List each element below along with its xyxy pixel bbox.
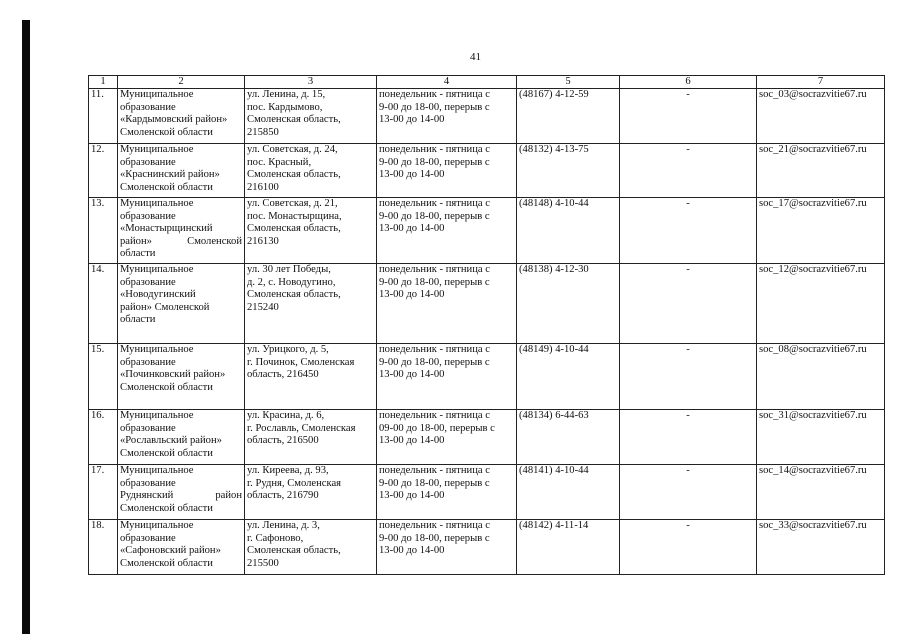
column-header: 5: [517, 76, 620, 89]
hours-line: понедельник - пятница с: [379, 344, 490, 355]
organization-line: образование: [120, 156, 176, 168]
email-cell: soc_21@socrazvitie67.ru: [757, 144, 885, 198]
address-line: Смоленская область,: [247, 223, 341, 235]
row-number: 17.: [89, 465, 118, 520]
registry-table: [88, 75, 885, 575]
email-cell: soc_14@socrazvitie67.ru: [757, 465, 885, 520]
table-row: [89, 264, 885, 344]
hours-line: 13-00 до 14-00: [379, 369, 445, 381]
address-line: 215240: [247, 301, 279, 313]
table-row: [89, 89, 885, 144]
table-row: [89, 520, 885, 575]
address-line: пос. Кардымово,: [247, 101, 323, 113]
column-header: 3: [245, 76, 377, 89]
column-header: 7: [757, 76, 885, 89]
organization-line: Смоленской области: [120, 447, 213, 459]
organization-line: Смоленской области: [120, 502, 213, 514]
organization-line: Муниципальное: [120, 264, 194, 275]
address-line: область, 216450: [247, 369, 319, 381]
table-row: [89, 465, 885, 520]
organization-word: район»: [120, 235, 152, 247]
organization-cell: [118, 520, 245, 575]
empty-dash-cell: -: [620, 410, 757, 465]
organization-line: образование: [120, 422, 176, 434]
organization-line: Муниципальное: [120, 465, 194, 476]
column-header: 4: [377, 76, 517, 89]
hours-line: 13-00 до 14-00: [379, 289, 445, 301]
hours-line: 13-00 до 14-00: [379, 545, 445, 557]
hours-cell: [377, 344, 517, 410]
hours-line: 9-00 до 18-00, перерыв с: [379, 210, 490, 222]
organization-word: район: [215, 490, 242, 502]
organization-line: Смоленской области: [120, 557, 213, 569]
hours-cell: [377, 89, 517, 144]
empty-dash-cell: -: [620, 264, 757, 344]
organization-line: образование: [120, 101, 176, 113]
empty-dash-cell: -: [620, 344, 757, 410]
organization-line: Муниципальное: [120, 198, 194, 209]
address-cell: [245, 89, 377, 144]
row-number: 18.: [89, 520, 118, 575]
row-number: 14.: [89, 264, 118, 344]
organization-line: район» Смоленской: [120, 301, 210, 313]
empty-dash-cell: -: [620, 144, 757, 198]
organization-line: области: [120, 314, 156, 326]
organization-cell: [118, 264, 245, 344]
hours-line: 9-00 до 18-00, перерыв с: [379, 101, 490, 113]
hours-line: понедельник - пятница с: [379, 198, 490, 209]
hours-line: 9-00 до 18-00, перерыв с: [379, 477, 490, 489]
organization-justified-line: [120, 490, 242, 503]
organization-line: образование: [120, 477, 176, 489]
phone-cell: (48167) 4-12-59: [517, 89, 620, 144]
organization-cell: [118, 465, 245, 520]
address-line: 216130: [247, 235, 279, 247]
email-cell: soc_31@socrazvitie67.ru: [757, 410, 885, 465]
hours-cell: [377, 410, 517, 465]
address-cell: [245, 410, 377, 465]
organization-word: Руднянский: [120, 490, 174, 502]
row-number: 12.: [89, 144, 118, 198]
address-line: Смоленская область,: [247, 289, 341, 301]
address-line: Смоленская область,: [247, 114, 341, 126]
organization-line: образование: [120, 532, 176, 544]
address-line: ул. Ленина, д. 15,: [247, 89, 326, 100]
row-number: 13.: [89, 198, 118, 264]
row-number: 16.: [89, 410, 118, 465]
hours-line: 9-00 до 18-00, перерыв с: [379, 276, 490, 288]
address-cell: [245, 344, 377, 410]
organization-line: «Сафоновский район»: [120, 545, 221, 557]
address-line: ул. Советская, д. 24,: [247, 144, 338, 155]
hours-cell: [377, 144, 517, 198]
hours-line: понедельник - пятница с: [379, 89, 490, 100]
hours-cell: [377, 264, 517, 344]
address-line: Смоленская область,: [247, 545, 341, 557]
phone-cell: (48142) 4-11-14: [517, 520, 620, 575]
hours-line: 13-00 до 14-00: [379, 169, 445, 181]
organization-line: Смоленской области: [120, 381, 213, 393]
scan-edge-bar: [22, 20, 30, 634]
address-cell: [245, 465, 377, 520]
organization-line: области: [120, 248, 156, 260]
organization-cell: [118, 198, 245, 264]
hours-line: 9-00 до 18-00, перерыв с: [379, 356, 490, 368]
email-cell: soc_08@socrazvitie67.ru: [757, 344, 885, 410]
row-number: 11.: [89, 89, 118, 144]
organization-line: Муниципальное: [120, 344, 194, 355]
address-line: ул. 30 лет Победы,: [247, 264, 331, 275]
address-line: 215500: [247, 557, 279, 569]
address-line: г. Рудня, Смоленская: [247, 477, 342, 489]
row-number: 15.: [89, 344, 118, 410]
phone-cell: (48148) 4-10-44: [517, 198, 620, 264]
address-line: ул. Красина, д. 6,: [247, 410, 325, 421]
email-cell: soc_17@socrazvitie67.ru: [757, 198, 885, 264]
column-header: 6: [620, 76, 757, 89]
hours-line: понедельник - пятница с: [379, 520, 490, 531]
organization-line: образование: [120, 276, 176, 288]
hours-line: 9-00 до 18-00, перерыв с: [379, 532, 490, 544]
organization-line: образование: [120, 356, 176, 368]
address-line: пос. Монастырщина,: [247, 210, 342, 222]
column-header: 2: [118, 76, 245, 89]
hours-line: 09-00 до 18-00, перерыв с: [379, 422, 495, 434]
hours-line: 13-00 до 14-00: [379, 490, 445, 502]
hours-line: 13-00 до 14-00: [379, 435, 445, 447]
phone-cell: (48141) 4-10-44: [517, 465, 620, 520]
hours-line: 13-00 до 14-00: [379, 223, 445, 235]
organization-word: Смоленской: [187, 235, 242, 247]
phone-cell: (48132) 4-13-75: [517, 144, 620, 198]
email-cell: soc_12@socrazvitie67.ru: [757, 264, 885, 344]
address-line: ул. Киреева, д. 93,: [247, 465, 329, 476]
address-line: область, 216500: [247, 435, 319, 447]
hours-line: понедельник - пятница с: [379, 144, 490, 155]
hours-cell: [377, 198, 517, 264]
phone-cell: (48138) 4-12-30: [517, 264, 620, 344]
address-line: ул. Урицкого, д. 5,: [247, 344, 329, 355]
organization-line: Муниципальное: [120, 410, 194, 421]
organization-cell: [118, 144, 245, 198]
organization-cell: [118, 344, 245, 410]
empty-dash-cell: -: [620, 198, 757, 264]
organization-line: «Кардымовский район»: [120, 114, 228, 126]
organization-line: образование: [120, 210, 176, 222]
hours-cell: [377, 520, 517, 575]
hours-line: 13-00 до 14-00: [379, 114, 445, 126]
organization-line: «Новодугинский: [120, 289, 196, 301]
organization-line: Муниципальное: [120, 89, 194, 100]
hours-line: понедельник - пятница с: [379, 410, 490, 421]
organization-justified-line: [120, 236, 242, 249]
empty-dash-cell: -: [620, 89, 757, 144]
hours-line: 9-00 до 18-00, перерыв с: [379, 156, 490, 168]
hours-line: понедельник - пятница с: [379, 264, 490, 275]
organization-line: Муниципальное: [120, 520, 194, 531]
email-cell: soc_33@socrazvitie67.ru: [757, 520, 885, 575]
hours-cell: [377, 465, 517, 520]
address-cell: [245, 520, 377, 575]
address-line: пос. Красный,: [247, 156, 312, 168]
table-row: [89, 410, 885, 465]
empty-dash-cell: -: [620, 520, 757, 575]
address-cell: [245, 198, 377, 264]
address-cell: [245, 144, 377, 198]
empty-dash-cell: -: [620, 465, 757, 520]
address-line: д. 2, с. Новодугино,: [247, 276, 336, 288]
address-line: Смоленская область,: [247, 169, 341, 181]
address-cell: [245, 264, 377, 344]
address-line: ул. Ленина, д. 3,: [247, 520, 320, 531]
table-row: [89, 344, 885, 410]
organization-line: Смоленской области: [120, 126, 213, 138]
address-line: г. Починок, Смоленская: [247, 356, 355, 368]
phone-cell: (48134) 6-44-63: [517, 410, 620, 465]
page-number: 41: [470, 51, 481, 63]
table-row: [89, 198, 885, 264]
phone-cell: (48149) 4-10-44: [517, 344, 620, 410]
email-cell: soc_03@socrazvitie67.ru: [757, 89, 885, 144]
organization-line: «Починковский район»: [120, 369, 226, 381]
table-row: [89, 144, 885, 198]
organization-cell: [118, 410, 245, 465]
address-line: область, 216790: [247, 490, 319, 502]
organization-line: «Монастырщинский: [120, 223, 213, 235]
organization-line: Муниципальное: [120, 144, 194, 155]
organization-line: Смоленской области: [120, 181, 213, 193]
address-line: 216100: [247, 181, 279, 193]
header-row: [89, 76, 885, 89]
address-line: ул. Советская, д. 21,: [247, 198, 338, 209]
address-line: г. Сафоново,: [247, 532, 304, 544]
organization-line: «Краснинский район»: [120, 169, 220, 181]
address-line: 215850: [247, 126, 279, 138]
organization-cell: [118, 89, 245, 144]
organization-line: «Рославльский район»: [120, 435, 222, 447]
hours-line: понедельник - пятница с: [379, 465, 490, 476]
address-line: г. Рославль, Смоленская: [247, 422, 356, 434]
column-header: 1: [89, 76, 118, 89]
